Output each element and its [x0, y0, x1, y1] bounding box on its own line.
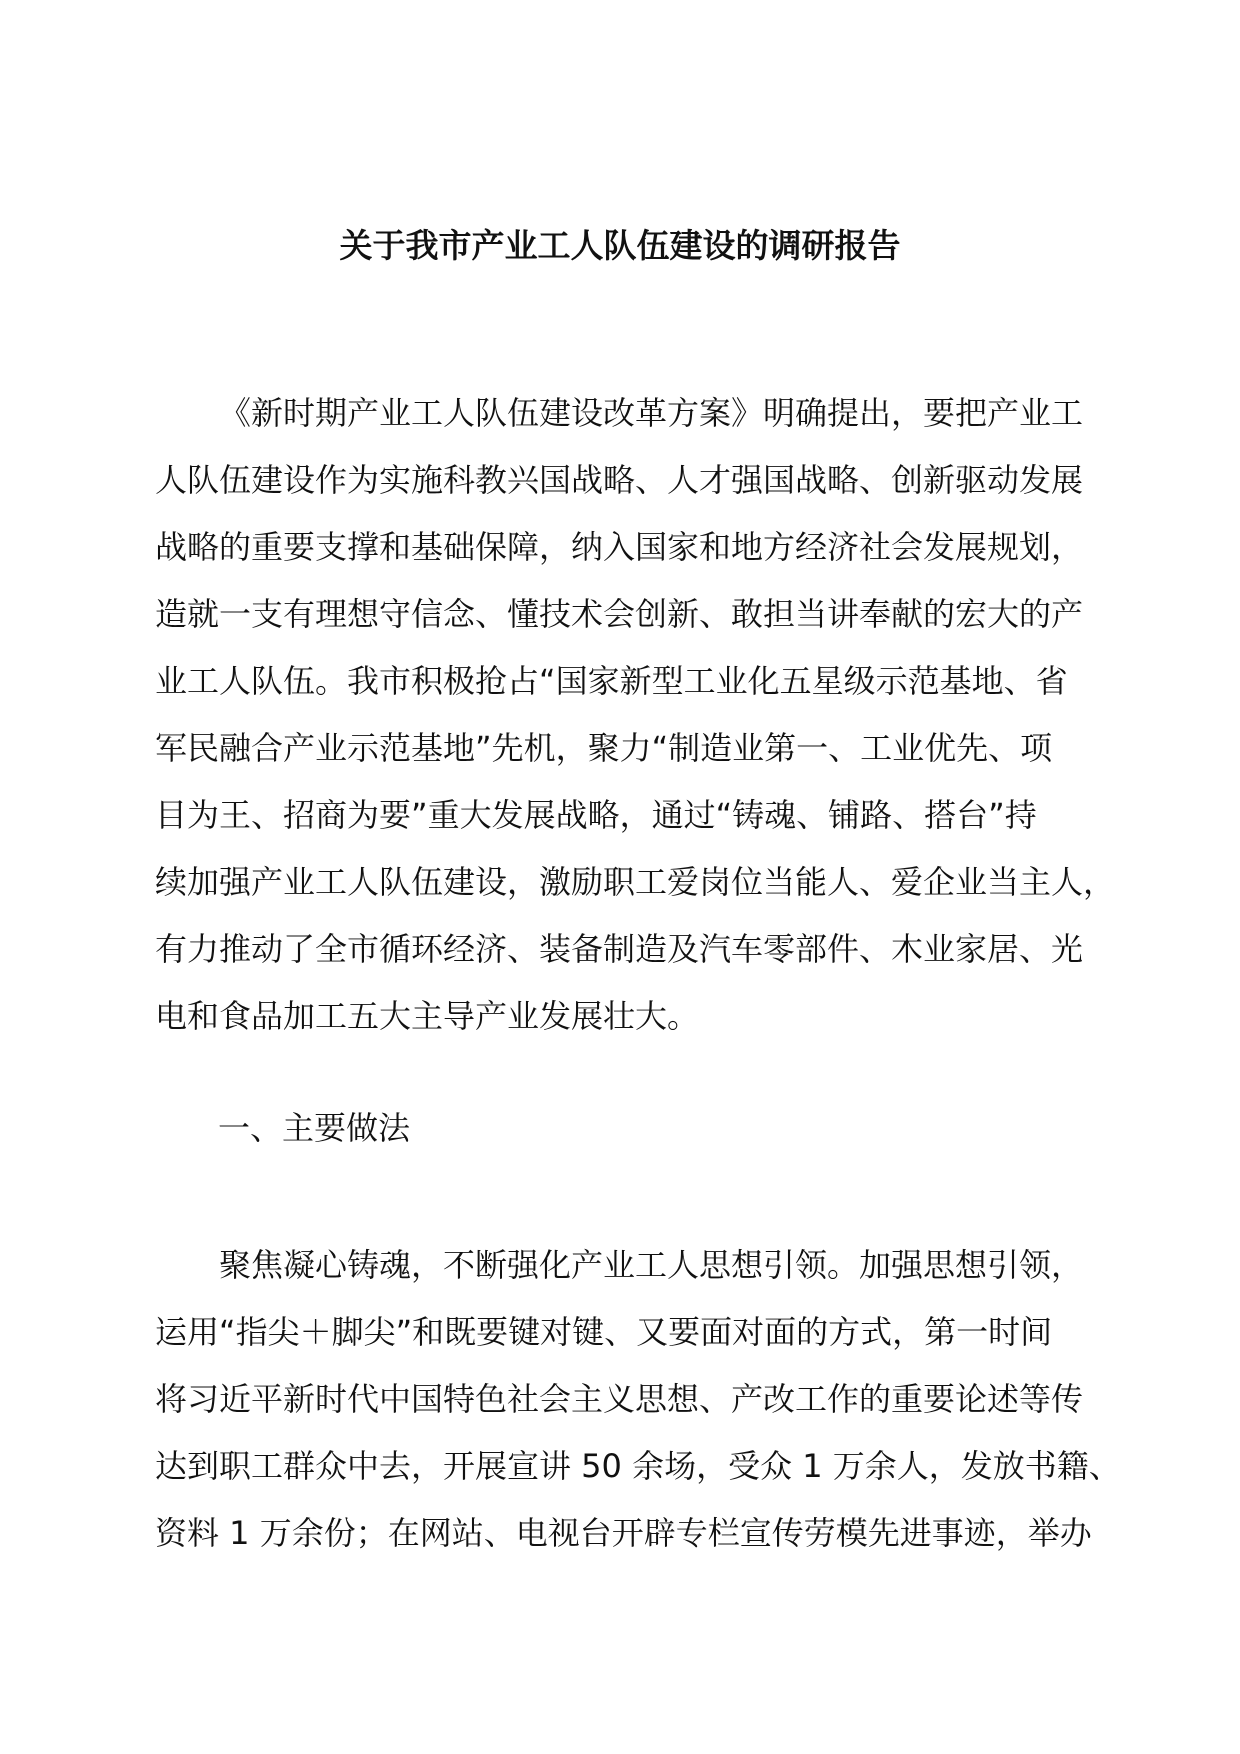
paragraph-line: 目为王、招商为要”重大发展战略，通过“铸魂、铺路、搭台”持	[155, 796, 1037, 834]
paragraph-line: 将习近平新时代中国特色社会主义思想、产改工作的重要论述等传	[155, 1380, 1084, 1418]
paragraph-line: 达到职工群众中去，开展宣讲 50 余场，受众 1 万余人，发放书籍、	[155, 1447, 1121, 1485]
paragraph-line: 人队伍建设作为实施科教兴国战略、人才强国战略、创新驱动发展	[155, 461, 1084, 499]
paragraph-line: 有力推动了全市循环经济、装备制造及汽车零部件、木业家居、光	[155, 930, 1084, 968]
paragraph-line: 资料 1 万余份；在网站、电视台开辟专栏宣传劳模先进事迹，举办	[155, 1514, 1092, 1552]
intro-paragraph	[155, 380, 1116, 1050]
section-paragraph	[155, 1232, 1121, 1567]
paragraph-line: 运用“指尖＋脚尖”和既要键对键、又要面对面的方式，第一时间	[155, 1313, 1053, 1351]
paragraph-line: 军民融合产业示范基地”先机，聚力“制造业第一、工业优先、项	[155, 729, 1053, 767]
paragraph-line: 造就一支有理想守信念、懂技术会创新、敢担当讲奉献的宏大的产	[155, 595, 1084, 633]
paragraph-line: 战略的重要支撑和基础保障，纳入国家和地方经济社会发展规划，	[155, 528, 1084, 566]
paragraph-line: 聚焦凝心铸魂，不断强化产业工人思想引领。加强思想引领，	[219, 1246, 1084, 1284]
paragraph-line: 电和食品加工五大主导产业发展壮大。	[155, 997, 700, 1035]
section-heading: 一、主要做法	[218, 1109, 411, 1147]
paragraph-line: 续加强产业工人队伍建设，激励职工爱岗位当能人、爱企业当主人，	[155, 863, 1116, 901]
paragraph-line: 业工人队伍。我市积极抢占“国家新型工业化五星级示范基地、省	[155, 662, 1068, 700]
document-title: 关于我市产业工人队伍建设的调研报告	[339, 226, 901, 265]
paragraph-line: 《新时期产业工人队伍建设改革方案》明确提出，要把产业工	[219, 394, 1084, 432]
